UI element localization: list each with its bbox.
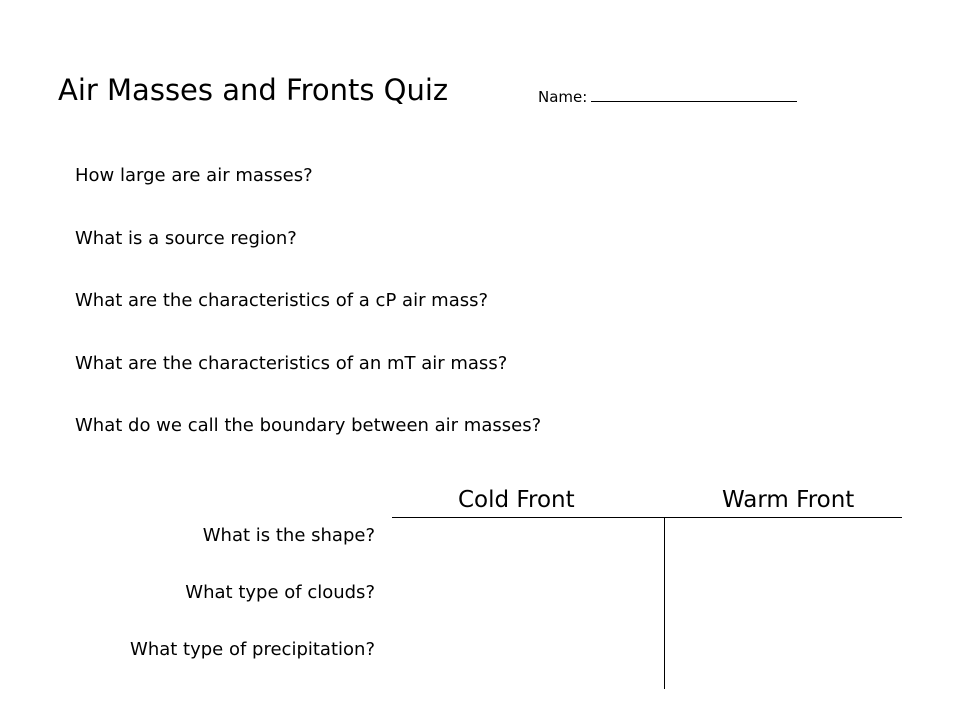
column-header-cold-front: Cold Front <box>458 487 575 513</box>
question-item: What are the characteristics of a cP air mass? <box>75 290 489 311</box>
name-field <box>538 86 797 108</box>
comparison-table-header <box>392 485 902 518</box>
name-label: Name: <box>538 88 588 106</box>
page-title: Air Masses and Fronts Quiz <box>58 73 449 107</box>
name-blank-line <box>591 87 797 102</box>
row-label-shape: What is the shape? <box>202 525 375 546</box>
question-item: What is a source region? <box>75 227 297 249</box>
question-list <box>75 163 541 476</box>
question-item: What do we call the boundary between air masses? <box>75 415 542 436</box>
column-header-warm-front: Warm Front <box>722 487 855 513</box>
column-divider <box>664 517 665 689</box>
row-label-clouds: What type of clouds? <box>185 582 375 603</box>
question-item: What are the characteristics of an mT air mass? <box>75 352 508 374</box>
question-item: How large are air masses? <box>75 165 313 186</box>
row-label-precipitation: What type of precipitation? <box>130 639 375 660</box>
